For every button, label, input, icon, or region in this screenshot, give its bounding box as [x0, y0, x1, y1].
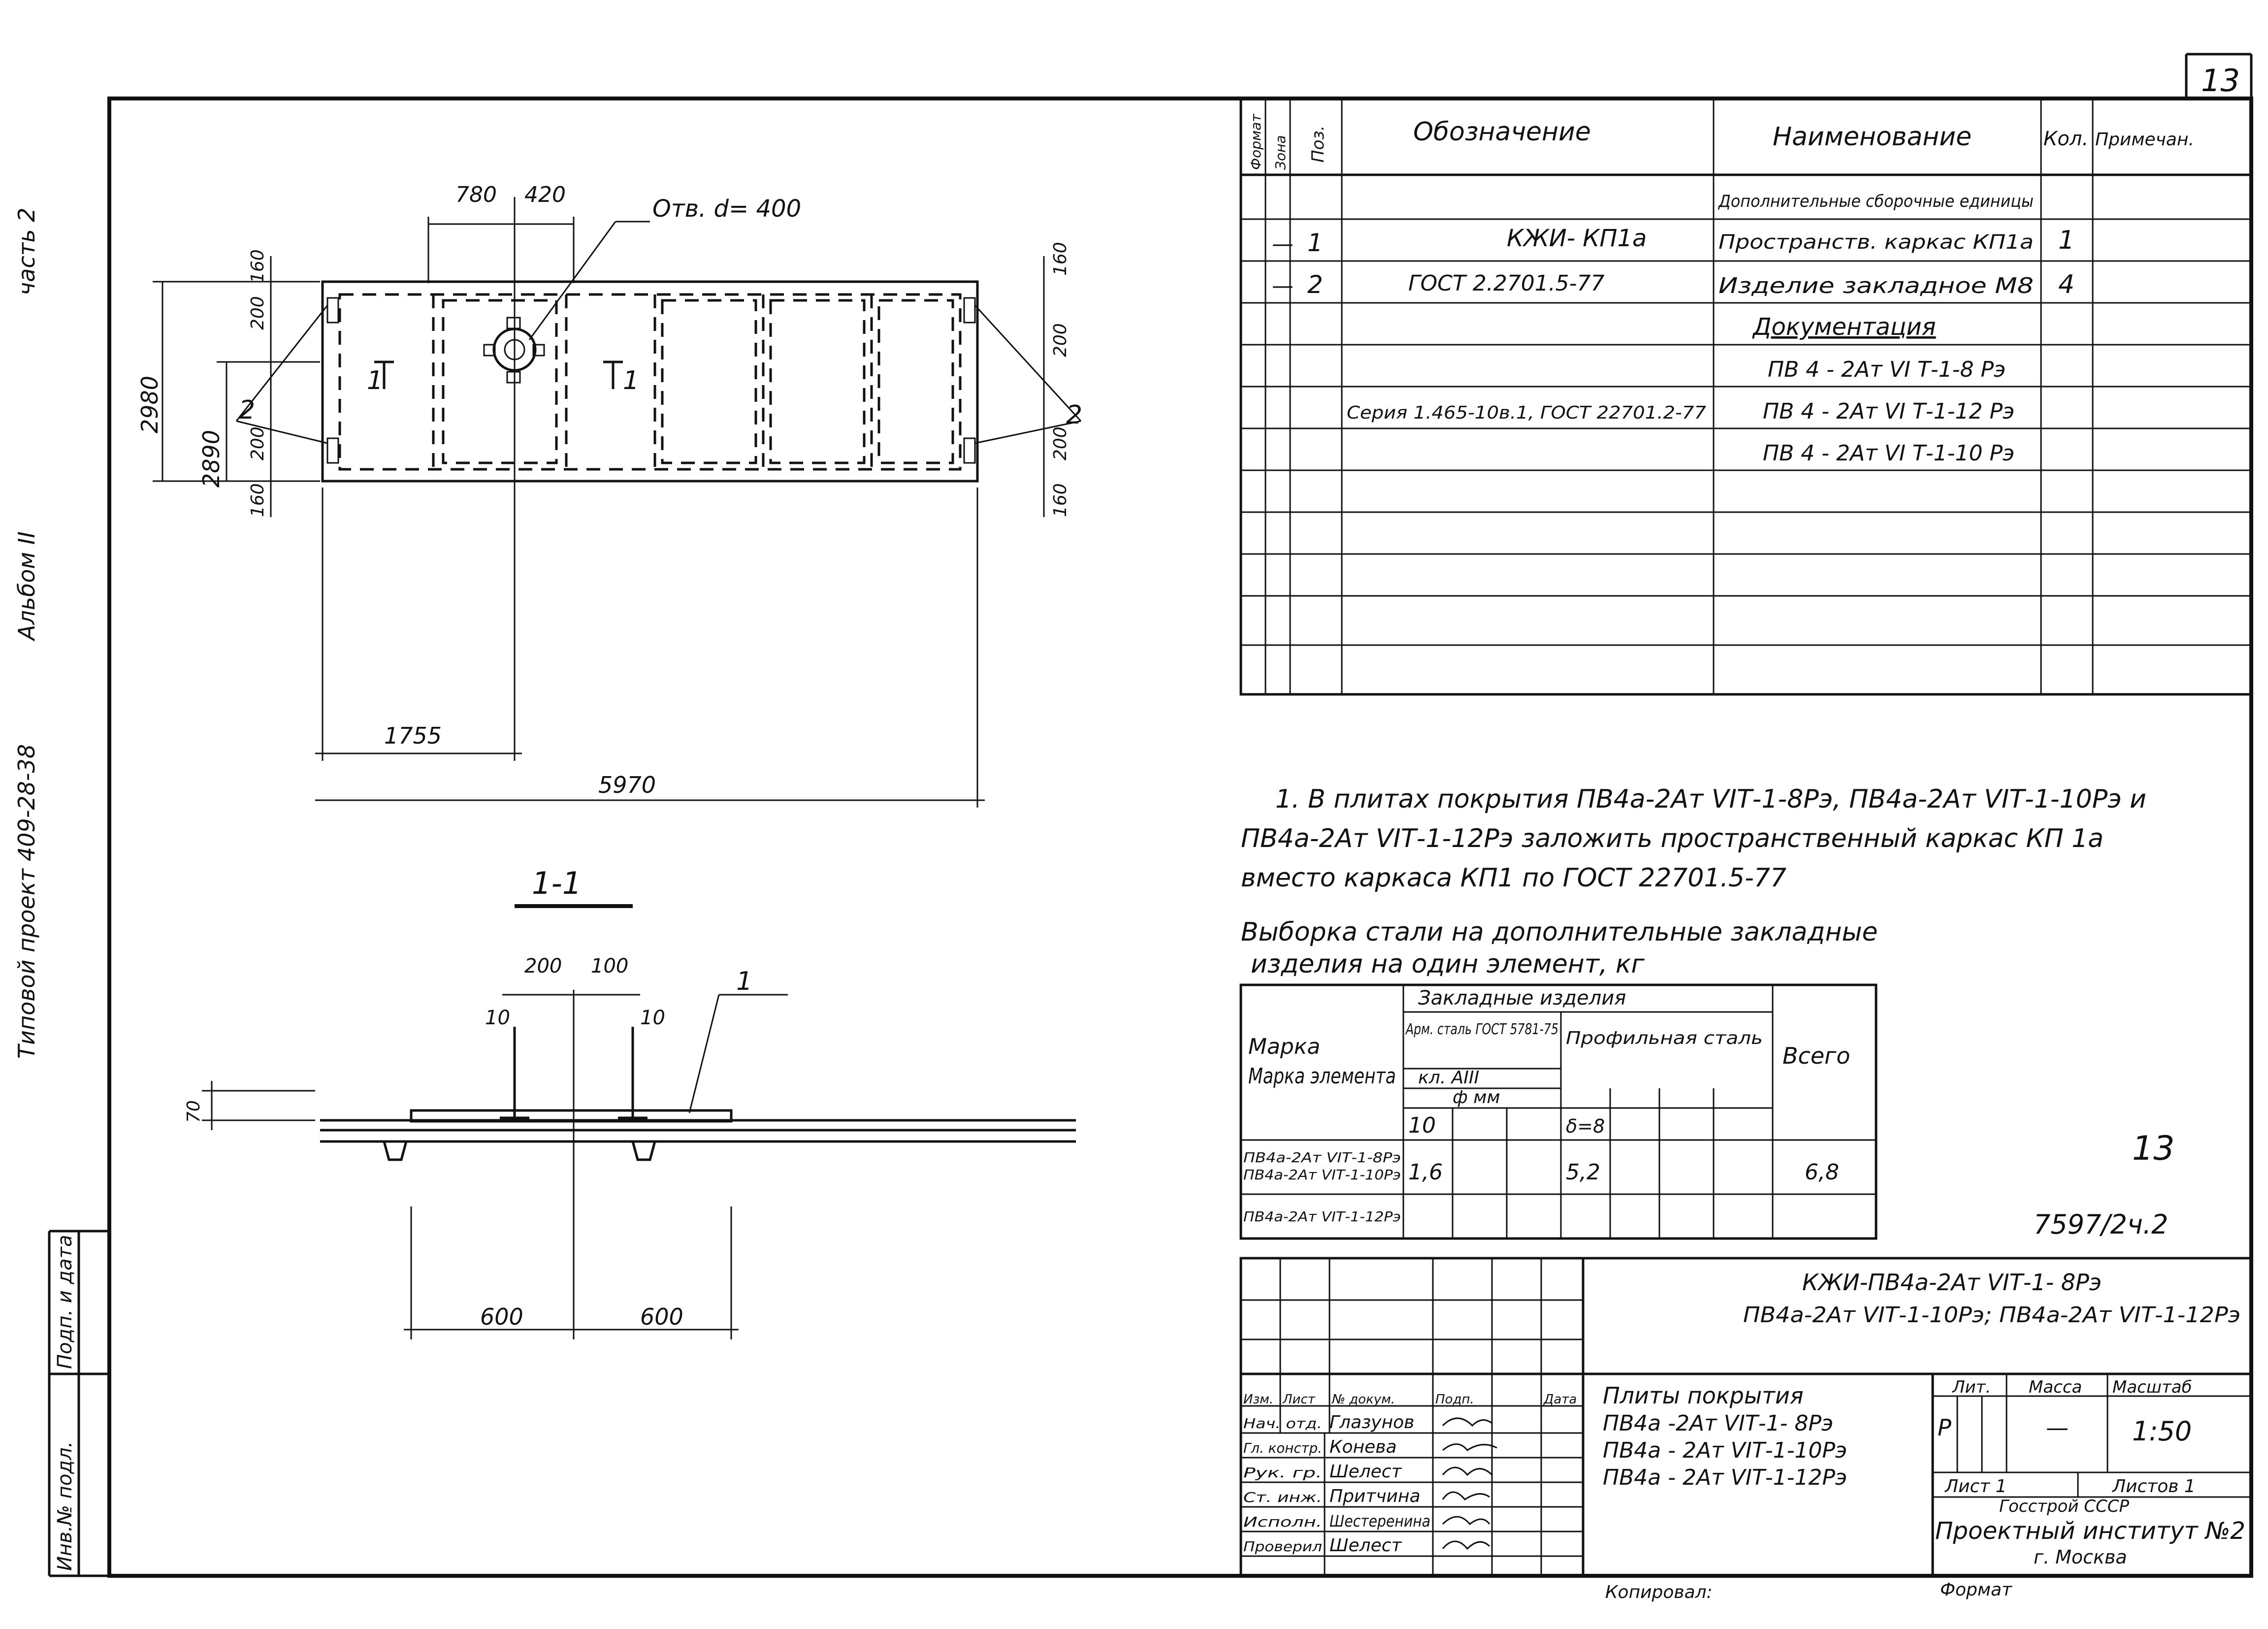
title-name-line-2: ПВ4а -2Ат VIТ-1- 8Рэ	[1603, 1411, 1834, 1436]
dim-160-tl: 160	[248, 249, 268, 283]
callout-2-left: 2	[239, 395, 256, 425]
dim-200-tl: 200	[248, 296, 268, 330]
dim-160-br: 160	[1050, 483, 1070, 517]
section-dim-600b: 600	[640, 1303, 683, 1330]
dim-420: 420	[524, 182, 566, 207]
steel-embedded: Закладные изделия	[1418, 987, 1626, 1010]
spec-row-designation-doc: Серия 1.465-10в.1, ГОСТ 22701.2-77	[1347, 403, 1707, 423]
tb-header-doc: № докум.	[1332, 1392, 1395, 1407]
steel-col-mark: Марка элемента	[1248, 1064, 1396, 1089]
mass-value: —	[2046, 1414, 2069, 1441]
steel-profile-value: 5,2	[1566, 1160, 1600, 1185]
tb-role-6: Проверил	[1243, 1538, 1323, 1555]
spec-table	[1241, 98, 2251, 694]
title-name-line-4: ПВ4а - 2Ат VIТ-1-12Рэ	[1603, 1465, 1847, 1490]
hole-label: Отв. d= 400	[652, 195, 802, 223]
steel-total-value: 6,8	[1805, 1160, 1839, 1185]
format-label: Формат	[1940, 1580, 2012, 1600]
spec-row-qty-2: 4	[2058, 270, 2075, 299]
spec-row-heading-1: Дополнительные сборочные единицы	[1717, 192, 2034, 211]
steel-title-line-1: Выборка стали на дополнительные закладные	[1241, 917, 1878, 947]
sheet-number: 13	[2201, 63, 2240, 98]
section-title: 1-1	[532, 865, 582, 901]
steel-arm-value: 1,6	[1408, 1160, 1443, 1185]
page-note-13: 13	[2132, 1129, 2175, 1168]
callout-2-right: 2	[1066, 400, 1083, 430]
spec-row-name-1: Пространств. каркас КП1а	[1718, 231, 2034, 254]
spec-row-name-2: Изделие закладное М8	[1718, 273, 2034, 298]
title-name-line-1: Плиты покрытия	[1603, 1382, 1804, 1409]
tb-role-4: Ст. инж.	[1243, 1489, 1322, 1505]
section-dim-200: 200	[524, 955, 562, 977]
title-code-line-1: КЖИ-ПВ4а-2Ат VIТ-1- 8Рэ	[1802, 1269, 2102, 1296]
tb-role-2: Гл. констр.	[1243, 1440, 1322, 1456]
tb-header-izm: Изм.	[1243, 1392, 1274, 1407]
title-name-line-3: ПВ4а - 2Ат VIТ-1-10Рэ	[1603, 1438, 1847, 1463]
spec-row-qty-1: 1	[2058, 226, 2075, 255]
tb-role-1: Нач. отд.	[1243, 1415, 1322, 1432]
plan-view	[153, 197, 1081, 808]
dim-5970: 5970	[598, 772, 656, 798]
note-1-line-1: 1. В плитах покрытия ПВ4а-2Ат VIТ-1-8Рэ, ПВ4а-2Ат VIТ-1-10Рэ и	[1275, 784, 2146, 814]
tb-name-6: Шелест	[1329, 1535, 1402, 1556]
dim-2980: 2980	[136, 375, 163, 433]
steel-mark-3: ПВ4а-2Ат VIТ-1-12Рэ	[1243, 1208, 1401, 1225]
dim-200-br: 200	[1050, 426, 1070, 460]
spec-row-designation-2: ГОСТ 2.2701.5-77	[1408, 271, 1605, 296]
org-line-1: Госстрой СССР	[1999, 1497, 2129, 1516]
tb-name-1: Глазунов	[1329, 1412, 1415, 1433]
note-1-line-2: ПВ4а-2Ат VIТ-1-12Рэ заложить пространственный каркас КП 1а	[1241, 824, 2104, 853]
spec-row-heading-2: Документация	[1753, 313, 1936, 341]
steel-mark-1: ПВ4а-2Ат VIТ-1-8Рэ	[1243, 1149, 1401, 1166]
section-dim-600a: 600	[480, 1303, 523, 1330]
spec-header-designation: Обозначение	[1413, 117, 1591, 147]
typical-project-label: Типовой проект 409-28-38	[13, 744, 40, 1059]
steel-col-mark-1: Марка	[1248, 1034, 1321, 1059]
section-callout-1: 1	[736, 967, 753, 996]
steel-dia-value: 10	[1408, 1113, 1436, 1138]
left-margin-notes	[13, 208, 76, 1571]
steel-total: Всего	[1782, 1043, 1850, 1069]
spec-row-doc-2: ПВ 4 - 2Ат VI Т-1-12 Рэ	[1763, 399, 2015, 424]
mass-label: Масса	[2029, 1377, 2082, 1397]
album-label: Альбом II	[13, 531, 40, 640]
section-view	[202, 906, 1076, 1339]
steel-table	[1241, 985, 1876, 1238]
dim-780: 780	[455, 182, 497, 207]
tb-name-4: Притчина	[1329, 1486, 1421, 1506]
stage-label: Лит.	[1952, 1377, 1991, 1397]
inventory-number: 7597/2ч.2	[2034, 1209, 2169, 1240]
title-code-line-2: ПВ4а-2Ат VIТ-1-10Рэ; ПВ4а-2Ат VIТ-1-12Рэ	[1743, 1303, 2240, 1328]
steel-delta: δ=8	[1566, 1115, 1605, 1137]
tb-role-5: Исполн.	[1243, 1514, 1322, 1530]
dim-160-bl: 160	[248, 483, 268, 517]
section-dim-100: 100	[591, 955, 629, 977]
tb-name-5: Шестеренина	[1329, 1512, 1430, 1531]
section-mark-left: 1	[367, 366, 384, 395]
spec-header-pos: Поз.	[1308, 125, 1328, 163]
sheet-label: Лист 1	[1945, 1476, 2007, 1497]
inv-label: Инв.№ подл.	[54, 1441, 76, 1571]
part-label: часть 2	[13, 207, 40, 295]
tb-header-list: Лист	[1283, 1392, 1315, 1407]
tb-header-sign: Подп.	[1435, 1392, 1474, 1407]
spec-row-zone-1: —	[1272, 231, 1294, 257]
steel-title-line-2: изделия на один элемент, кг	[1251, 949, 1645, 979]
spec-header-name: Наименование	[1773, 122, 1972, 152]
steel-profile: Профильная сталь	[1566, 1028, 1763, 1048]
section-dim-10a: 10	[485, 1007, 510, 1029]
steel-arm: Арм. сталь ГОСТ 5781-75	[1405, 1021, 1558, 1038]
tb-role-3: Рук. гр.	[1243, 1465, 1322, 1481]
org-line-3: г. Москва	[2034, 1546, 2127, 1568]
tb-header-date: Дата	[1544, 1392, 1577, 1407]
sheets-label: Листов 1	[2112, 1476, 2196, 1497]
dim-200-bl: 200	[248, 426, 268, 460]
note-1-line-3: вместо каркаса КП1 по ГОСТ 22701.5-77	[1241, 863, 1787, 893]
spec-header-format: Формат	[1248, 114, 1264, 170]
dim-160-tr: 160	[1050, 242, 1070, 276]
tb-name-2: Конева	[1329, 1437, 1397, 1457]
scale-value: 1:50	[2132, 1416, 2192, 1447]
tb-name-3: Шелест	[1329, 1462, 1402, 1482]
sign-label: Подп. и дата	[54, 1235, 76, 1369]
dim-1755: 1755	[384, 722, 442, 749]
copied-by: Копировал:	[1605, 1582, 1713, 1602]
spec-header-zone: Зона	[1272, 135, 1289, 170]
steel-class: кл. АIII	[1418, 1068, 1480, 1088]
steel-mark-2: ПВ4а-2Ат VIТ-1-10Рэ	[1243, 1167, 1401, 1183]
spec-row-pos-2: 2	[1307, 270, 1323, 299]
spec-row-designation-1: КЖИ- КП1а	[1507, 225, 1647, 252]
spec-header-qty: Кол.	[2043, 128, 2089, 150]
spec-row-doc-3: ПВ 4 - 2Ат VI Т-1-10 Рэ	[1763, 441, 2015, 466]
dim-2890: 2890	[198, 429, 225, 488]
spec-row-doc-1: ПВ 4 - 2Ат VI Т-1-8 Рэ	[1768, 357, 2006, 382]
stage-value: Р	[1938, 1414, 1951, 1441]
spec-header-note: Примечан.	[2095, 130, 2194, 150]
spec-row-pos-1: 1	[1307, 228, 1323, 257]
dim-200-tr: 200	[1050, 323, 1070, 357]
section-dim-70: 70	[184, 1100, 204, 1123]
scale-label: Масштаб	[2112, 1377, 2192, 1397]
org-line-2: Проектный институт №2	[1935, 1517, 2245, 1545]
section-dim-10b: 10	[640, 1007, 665, 1029]
signatures	[1443, 1418, 1497, 1549]
spec-row-zone-2: —	[1272, 273, 1294, 298]
section-mark-right: 1	[623, 366, 640, 395]
steel-dia: ф мм	[1453, 1087, 1500, 1108]
